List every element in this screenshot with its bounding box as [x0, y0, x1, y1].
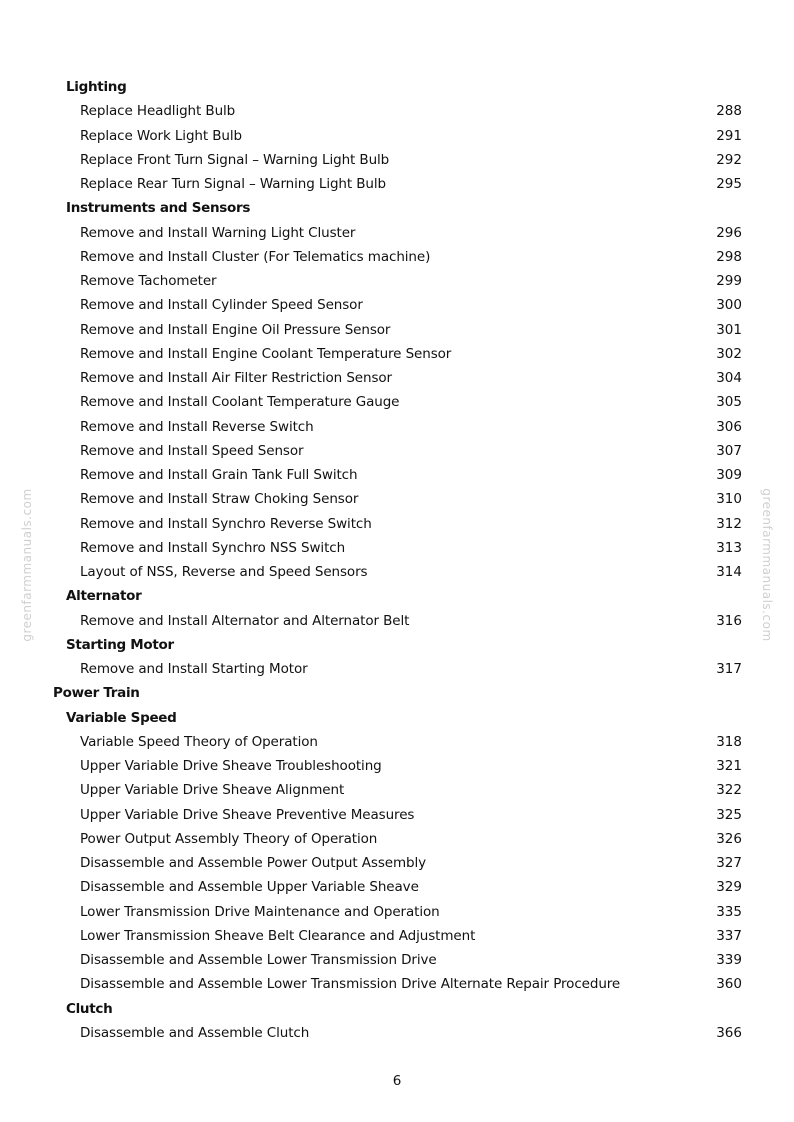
toc-entry-title: Remove and Install Reverse Switch	[80, 418, 314, 435]
toc-entry-title: Variable Speed Theory of Operation	[80, 733, 318, 750]
toc-entry-title: Remove and Install Synchro NSS Switch	[80, 539, 346, 556]
toc-entry	[0, 827, 794, 851]
toc-entry	[0, 390, 794, 414]
toc-entry-title: Replace Rear Turn Signal – Warning Light Bulb	[80, 176, 387, 192]
toc-entry-page: 329	[716, 879, 742, 896]
toc-entry-title: Alternator	[66, 588, 142, 605]
toc-entry	[0, 875, 794, 899]
toc-entry-title: Lighting	[66, 79, 127, 95]
toc-entry-title: Power Train	[53, 685, 140, 702]
toc-entry-title: Remove and Install Speed Sensor	[80, 442, 304, 459]
toc-entry-title: Remove and Install Grain Tank Full Switch	[80, 467, 358, 483]
toc-entry	[0, 487, 794, 511]
toc-entry	[0, 512, 794, 536]
toc-entry-page: 325	[716, 806, 742, 823]
toc-entry-title: Remove and Install Cylinder Speed Sensor	[80, 297, 363, 314]
toc-entry-page: 337	[716, 927, 742, 944]
toc-entry-page: 307	[716, 442, 742, 459]
toc-entry	[0, 293, 794, 317]
watermark-right: greenfarmmanuals.com	[760, 488, 774, 642]
toc-entry-page: 295	[716, 176, 742, 192]
toc-entry	[0, 99, 794, 123]
toc-entry	[0, 803, 794, 827]
toc-entry-page: 306	[716, 418, 742, 435]
toc-entry-page: 291	[716, 127, 742, 144]
toc-entry	[0, 221, 794, 245]
toc-heading	[0, 75, 794, 99]
toc-entry-title: Replace Work Light Bulb	[80, 127, 242, 144]
toc-entry	[0, 318, 794, 342]
toc-entry-title: Remove and Install Warning Light Cluster	[80, 224, 356, 241]
toc-entry	[0, 342, 794, 366]
toc-heading	[0, 584, 794, 608]
toc-entry-page: 326	[716, 830, 742, 847]
toc-entry-title: Upper Variable Drive Sheave Troubleshooting	[80, 758, 382, 774]
toc-entry	[0, 245, 794, 269]
toc-entry	[0, 439, 794, 463]
toc-entry-title: Power Output Assembly Theory of Operation	[80, 830, 378, 847]
toc-entry	[0, 172, 794, 196]
toc-entry	[0, 560, 794, 584]
toc-entry-title: Remove Tachometer	[80, 273, 217, 289]
toc-heading	[0, 196, 794, 220]
toc-entry	[0, 124, 794, 148]
toc-entry-title: Remove and Install Alternator and Alternator Belt	[80, 612, 410, 629]
toc-entry	[0, 536, 794, 560]
toc-entry	[0, 972, 794, 996]
toc-entry-page: 366	[716, 1024, 742, 1041]
toc-entry	[0, 924, 794, 948]
toc-entry-title: Remove and Install Cluster (For Telematics machine)	[80, 248, 431, 265]
toc-entry-title: Remove and Install Engine Oil Pressure Sensor	[80, 321, 391, 338]
toc-entry	[0, 415, 794, 439]
toc-entry	[0, 269, 794, 293]
toc-entry-page: 314	[716, 564, 742, 580]
toc-entry-title: Disassemble and Assemble Upper Variable Sheave	[80, 879, 419, 896]
toc-entry-title: Starting Motor	[66, 636, 174, 653]
toc-heading	[0, 997, 794, 1021]
table-of-contents	[0, 75, 794, 1045]
toc-heading	[0, 681, 794, 705]
toc-entry-page: 310	[716, 491, 742, 508]
toc-entry-title: Remove and Install Coolant Temperature Gauge	[80, 394, 400, 411]
toc-entry-page: 299	[716, 273, 742, 289]
toc-entry-title: Disassemble and Assemble Lower Transmission Drive	[80, 952, 437, 968]
toc-entry-title: Remove and Install Air Filter Restriction Sensor	[80, 370, 393, 386]
toc-entry-page: 312	[716, 515, 742, 532]
toc-entry-title: Lower Transmission Drive Maintenance and Operation	[80, 903, 440, 920]
toc-entry-page: 300	[716, 297, 742, 314]
watermark-left: greenfarmmanuals.com	[20, 488, 34, 642]
toc-entry-title: Clutch	[66, 1000, 113, 1017]
toc-entry	[0, 657, 794, 681]
toc-entry-page: 313	[716, 539, 742, 556]
toc-heading	[0, 706, 794, 730]
toc-entry	[0, 948, 794, 972]
toc-entry-page: 335	[716, 903, 742, 920]
toc-entry-page: 327	[716, 855, 742, 871]
toc-entry	[0, 463, 794, 487]
toc-entry-page: 301	[716, 321, 742, 338]
page-number: 6	[392, 1073, 402, 1089]
toc-entry-page: 322	[716, 782, 742, 799]
toc-entry-page: 316	[716, 612, 742, 629]
toc-entry-title: Remove and Install Synchro Reverse Switch	[80, 515, 372, 532]
toc-entry-page: 288	[716, 103, 742, 120]
toc-entry-title: Disassemble and Assemble Power Output Assembly	[80, 855, 427, 871]
toc-entry-title: Remove and Install Engine Coolant Temperature Sensor	[80, 345, 452, 362]
toc-entry-page: 317	[716, 661, 742, 677]
toc-entry-title: Replace Front Turn Signal – Warning Light Bulb	[80, 151, 390, 168]
toc-entry-page: 309	[716, 467, 742, 483]
toc-entry-title: Replace Headlight Bulb	[80, 103, 236, 120]
toc-entry-page: 305	[716, 394, 742, 411]
toc-entry-title: Upper Variable Drive Sheave Alignment	[80, 782, 345, 799]
toc-entry-page: 360	[716, 976, 742, 993]
toc-entry	[0, 851, 794, 875]
toc-entry	[0, 778, 794, 802]
toc-entry	[0, 148, 794, 172]
toc-entry	[0, 609, 794, 633]
toc-entry-page: 339	[716, 952, 742, 968]
toc-entry-page: 302	[716, 345, 742, 362]
toc-entry	[0, 1021, 794, 1045]
toc-entry-page: 318	[716, 733, 742, 750]
toc-entry-title: Lower Transmission Sheave Belt Clearance and Adjustment	[80, 927, 476, 944]
toc-entry	[0, 754, 794, 778]
toc-entry-page: 296	[716, 224, 742, 241]
toc-entry-title: Disassemble and Assemble Lower Transmission Drive Alternate Repair Procedure	[80, 976, 621, 993]
toc-entry-title: Disassemble and Assemble Clutch	[80, 1024, 310, 1041]
toc-entry-page: 292	[716, 151, 742, 168]
toc-entry-title: Variable Speed	[66, 709, 177, 726]
toc-entry	[0, 900, 794, 924]
toc-entry	[0, 366, 794, 390]
toc-entry-title: Remove and Install Starting Motor	[80, 661, 308, 677]
toc-entry-page: 298	[716, 248, 742, 265]
toc-entry-title: Remove and Install Straw Choking Sensor	[80, 491, 359, 508]
toc-entry	[0, 730, 794, 754]
toc-entry-title: Instruments and Sensors	[66, 200, 251, 217]
toc-entry-title: Upper Variable Drive Sheave Preventive Measures	[80, 806, 415, 823]
toc-heading	[0, 633, 794, 657]
toc-entry-page: 304	[716, 370, 742, 386]
toc-entry-page: 321	[716, 758, 742, 774]
toc-entry-title: Layout of NSS, Reverse and Speed Sensors	[80, 564, 368, 580]
